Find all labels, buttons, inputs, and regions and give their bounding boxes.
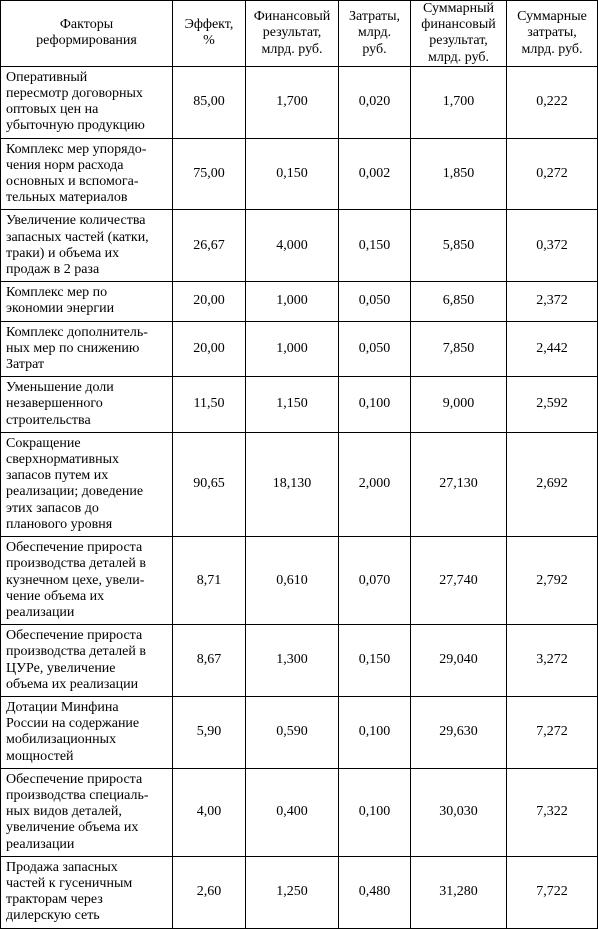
header-total-costs-label: Суммарные затраты, млрд. руб.: [517, 9, 587, 57]
cell-total-costs: 7,722: [507, 856, 598, 928]
header-total-fin-result: [411, 1, 507, 67]
cell-fin-result: 1,700: [246, 66, 339, 138]
header-total-costs: [507, 1, 598, 67]
cell-costs: 0,070: [339, 537, 411, 625]
cell-costs: 0,050: [339, 282, 411, 321]
cell-total-costs: 7,322: [507, 768, 598, 856]
cell-total-costs: 2,372: [507, 282, 598, 321]
cell-effect: 11,50: [173, 377, 246, 433]
table-row: [1, 210, 598, 282]
cell-fin-result: 1,300: [246, 625, 339, 697]
cell-total-fin-result: 9,000: [411, 377, 507, 433]
cell-factor: Уменьшение доли незавершенного строительства: [1, 377, 173, 433]
cell-total-costs: 2,592: [507, 377, 598, 433]
cell-factor: Дотации Минфина России на содержание мобилизационных мощностей: [1, 696, 173, 768]
table-row: [1, 856, 598, 928]
table-row: [1, 537, 598, 625]
cell-fin-result: 0,150: [246, 138, 339, 210]
header-total-fin-result-label: Суммарный финансовый результат, млрд. руб.: [421, 1, 496, 65]
cell-total-fin-result: 6,850: [411, 282, 507, 321]
header-effect: [173, 1, 246, 67]
cell-effect: 20,00: [173, 282, 246, 321]
cell-total-fin-result: 29,040: [411, 625, 507, 697]
table-row: [1, 768, 598, 856]
cell-factor: Обеспечение прироста производства деталей в кузнечном цехе, увели- чение объема их реализации: [1, 537, 173, 625]
cell-factor: Оперативный пересмотр договорных оптовых цен на убыточную продукцию: [1, 66, 173, 138]
cell-total-costs: 2,442: [507, 321, 598, 377]
cell-costs: 0,150: [339, 210, 411, 282]
cell-fin-result: 1,000: [246, 282, 339, 321]
cell-fin-result: 1,150: [246, 377, 339, 433]
table-row: [1, 282, 598, 321]
cell-total-costs: 0,222: [507, 66, 598, 138]
header-factors: [1, 1, 173, 67]
header-fin-result-label: Финансовый результат, млрд. руб.: [253, 9, 331, 57]
cell-effect: 26,67: [173, 210, 246, 282]
cell-effect: 4,00: [173, 768, 246, 856]
cell-costs: 0,020: [339, 66, 411, 138]
table-row: [1, 625, 598, 697]
cell-factor: Обеспечение прироста производства специаль- ных видов деталей, увеличение объема их реализации: [1, 768, 173, 856]
cell-effect: 90,65: [173, 432, 246, 536]
header-effect-label: Эффект, %: [184, 17, 234, 49]
cell-fin-result: 1,000: [246, 321, 339, 377]
cell-total-costs: 0,272: [507, 138, 598, 210]
cell-total-fin-result: 30,030: [411, 768, 507, 856]
cell-total-fin-result: 27,130: [411, 432, 507, 536]
cell-fin-result: 18,130: [246, 432, 339, 536]
cell-total-costs: 2,692: [507, 432, 598, 536]
cell-costs: 0,100: [339, 377, 411, 433]
cell-effect: 8,67: [173, 625, 246, 697]
cell-costs: 0,480: [339, 856, 411, 928]
cell-factor: Комплекс мер по экономии энергии: [1, 282, 173, 321]
cell-fin-result: 0,400: [246, 768, 339, 856]
cell-total-costs: 0,372: [507, 210, 598, 282]
cell-factor: Комплекс дополнитель- ных мер по снижению Затрат: [1, 321, 173, 377]
cell-effect: 2,60: [173, 856, 246, 928]
table-row: [1, 66, 598, 138]
cell-factor: Обеспечение прироста производства деталей в ЦУРе, увеличение объема их реализации: [1, 625, 173, 697]
cell-total-fin-result: 1,700: [411, 66, 507, 138]
cell-fin-result: 0,590: [246, 696, 339, 768]
cell-costs: 0,150: [339, 625, 411, 697]
cell-fin-result: 1,250: [246, 856, 339, 928]
cell-factor: Продажа запасных частей к гусеничным тракторам через дилерскую сеть: [1, 856, 173, 928]
cell-fin-result: 4,000: [246, 210, 339, 282]
cell-fin-result: 0,610: [246, 537, 339, 625]
cell-factor: Увеличение количества запасных частей (катки, траки) и объема их продаж в 2 раза: [1, 210, 173, 282]
table-header-row: [1, 1, 598, 67]
cell-effect: 20,00: [173, 321, 246, 377]
table-row: [1, 321, 598, 377]
cell-factor: Комплекс мер упорядо- чения норм расхода основных и вспомога- тельных материалов: [1, 138, 173, 210]
table-row: [1, 696, 598, 768]
cell-total-fin-result: 5,850: [411, 210, 507, 282]
table-row: [1, 377, 598, 433]
header-fin-result: [246, 1, 339, 67]
cell-total-fin-result: 1,850: [411, 138, 507, 210]
cell-total-costs: 3,272: [507, 625, 598, 697]
header-factors-label: Факторы реформирования: [36, 17, 137, 49]
header-costs-label: Затраты, млрд. руб.: [348, 9, 401, 57]
cell-costs: 0,050: [339, 321, 411, 377]
cell-total-costs: 2,792: [507, 537, 598, 625]
cell-total-fin-result: 31,280: [411, 856, 507, 928]
table-row: [1, 432, 598, 536]
cell-costs: 0,100: [339, 696, 411, 768]
cell-costs: 0,002: [339, 138, 411, 210]
cell-costs: 0,100: [339, 768, 411, 856]
cell-total-fin-result: 29,630: [411, 696, 507, 768]
cell-total-costs: 7,272: [507, 696, 598, 768]
cell-effect: 8,71: [173, 537, 246, 625]
cell-total-fin-result: 27,740: [411, 537, 507, 625]
cell-total-fin-result: 7,850: [411, 321, 507, 377]
cell-effect: 85,00: [173, 66, 246, 138]
cell-effect: 5,90: [173, 696, 246, 768]
table-body: [1, 66, 598, 928]
cell-factor: Сокращение сверхнормативных запасов путем их реализации; доведение этих запасов до планового уровня: [1, 432, 173, 536]
cell-effect: 75,00: [173, 138, 246, 210]
cell-costs: 2,000: [339, 432, 411, 536]
table-row: [1, 138, 598, 210]
header-costs: [339, 1, 411, 67]
